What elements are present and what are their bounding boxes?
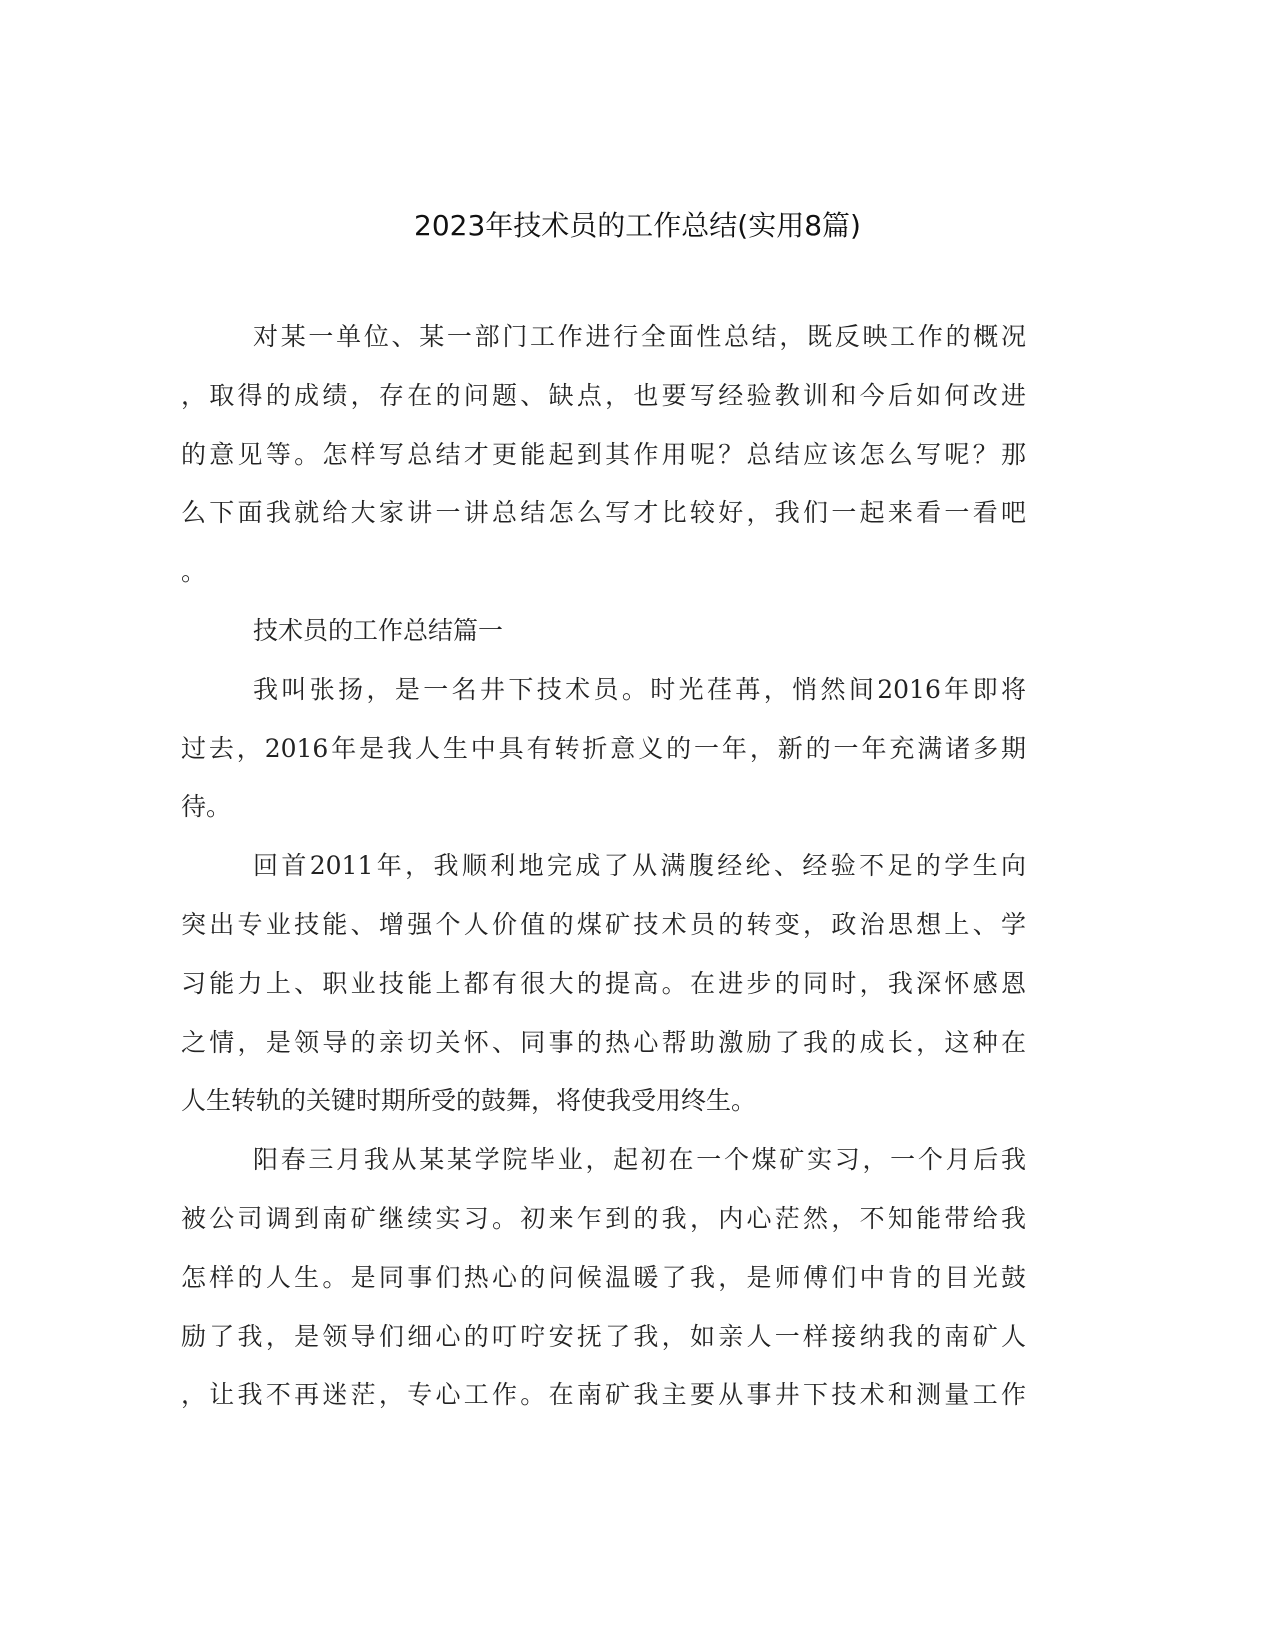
text-line: 技术员的工作总结篇一: [253, 615, 504, 645]
text-line: 励了我，是领导们细心的叮咛安抚了我，如亲人一样接纳我的南矿人: [181, 1321, 1026, 1351]
document-body: [181, 308, 1026, 1425]
text-line: 之情，是领导的亲切关怀、同事的热心帮助激励了我的成长，这种在: [181, 1027, 1026, 1057]
text-line: 我叫张扬，是一名井下技术员。时光荏苒，悄然间2016年即将: [253, 674, 1026, 704]
text-line: 待。: [181, 792, 232, 822]
text-line: 怎样的人生。是同事们热心的问候温暖了我，是师傅们中肯的目光鼓: [181, 1262, 1026, 1292]
text-line: ，让我不再迷茫，专心工作。在南矿我主要从事井下技术和测量工作: [181, 1380, 1026, 1410]
text-line: 回首2011年，我顺利地完成了从满腹经纶、经验不足的学生向: [253, 851, 1026, 881]
text-line: 阳春三月我从某某学院毕业，起初在一个煤矿实习，一个月后我: [253, 1145, 1026, 1175]
text-line: 过去，2016年是我人生中具有转折意义的一年，新的一年充满诸多期: [181, 733, 1026, 763]
text-line: 的意见等。怎样写总结才更能起到其作用呢？总结应该怎么写呢？那: [181, 439, 1026, 469]
text-line: ，取得的成绩，存在的问题、缺点，也要写经验教训和今后如何改进: [181, 380, 1026, 410]
document-title: 2023年技术员的工作总结(实用8篇): [414, 209, 861, 242]
text-line: 人生转轨的关键时期所受的鼓舞，将使我受用终生。: [181, 1086, 757, 1116]
text-line: 突出专业技能、增强个人价值的煤矿技术员的转变，政治思想上、学: [181, 909, 1026, 939]
text-line: 对某一单位、某一部门工作进行全面性总结，既反映工作的概况: [253, 322, 1026, 351]
text-line: 。: [181, 557, 207, 587]
text-line: 习能力上、职业技能上都有很大的提高。在进步的同时，我深怀感恩: [181, 968, 1026, 998]
text-line: 么下面我就给大家讲一讲总结怎么写才比较好，我们一起来看一看吧: [181, 498, 1026, 528]
text-line: 被公司调到南矿继续实习。初来乍到的我，内心茫然，不知能带给我: [181, 1203, 1026, 1233]
